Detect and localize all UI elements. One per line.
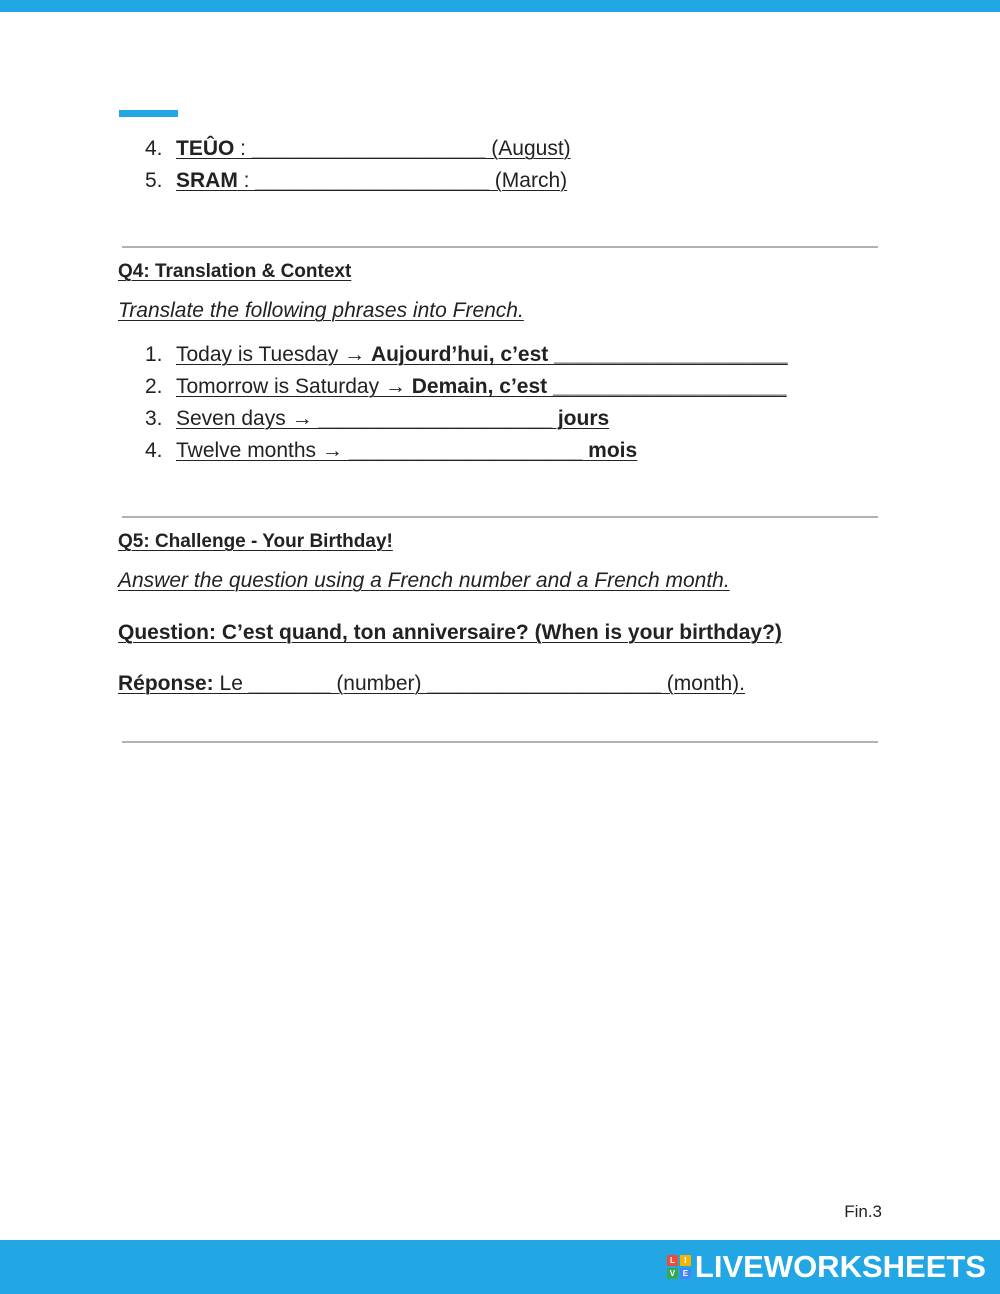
q5-heading: Q5: Challenge - Your Birthday!: [118, 531, 393, 552]
brand-name: LIVEWORKSHEETS: [694, 1249, 986, 1284]
french-text: Demain, c’est: [411, 375, 553, 398]
q5-answer-line: [118, 672, 745, 696]
scrambled-word: TEÛO: [176, 137, 235, 160]
liveworksheets-logo[interactable]: [667, 1250, 986, 1284]
q3-list: [145, 133, 571, 197]
separator: :: [237, 169, 256, 192]
english-prompt: Today is Tuesday →: [176, 343, 371, 366]
french-text: Aujourd’hui, c’est: [370, 343, 555, 366]
section-accent-mark: [119, 110, 178, 117]
item-number: 3.: [145, 407, 163, 430]
number-hint: (number): [330, 672, 428, 695]
divider: [122, 246, 878, 248]
list-item: [145, 371, 788, 403]
logo-tile: I: [680, 1255, 691, 1266]
answer-blank[interactable]: ____________________: [348, 439, 583, 462]
number-blank[interactable]: _______: [248, 672, 331, 695]
hint-text: (August): [485, 137, 571, 160]
english-prompt: Tomorrow is Saturday →: [176, 375, 412, 398]
answer-blank[interactable]: ____________________: [318, 407, 552, 430]
footer-bar: [0, 1240, 1000, 1294]
divider: [122, 516, 878, 518]
month-blank[interactable]: ____________________: [427, 672, 661, 695]
list-item: [145, 165, 571, 197]
list-item: [145, 339, 788, 371]
answer-blank[interactable]: ____________________: [255, 169, 489, 192]
english-prompt: Twelve months →: [176, 439, 349, 462]
q4-list: [145, 339, 788, 467]
item-number: 2.: [145, 375, 163, 398]
french-suffix: mois: [582, 439, 638, 462]
logo-grid-icon: [667, 1255, 691, 1279]
divider: [122, 741, 878, 743]
english-prompt: Seven days →: [176, 407, 319, 430]
q5-question: Question: C’est quand, ton anniversaire? (When is your birthday?): [118, 621, 782, 644]
hint-text: (March): [488, 169, 568, 192]
q5-instruction: Answer the question using a French number and a French month.: [118, 569, 730, 592]
logo-tile: L: [667, 1255, 678, 1266]
list-item: [145, 133, 571, 165]
answer-label: Réponse:: [118, 672, 214, 695]
scrambled-word: SRAM: [176, 169, 238, 192]
item-number: 5.: [145, 169, 163, 192]
item-number: 4.: [145, 439, 163, 462]
month-hint: (month).: [660, 672, 745, 695]
french-suffix: jours: [552, 407, 610, 430]
q4-instruction: Translate the following phrases into French.: [118, 299, 524, 322]
list-item: [145, 435, 788, 467]
item-number: 4.: [145, 137, 163, 160]
page-number: Fin.3: [844, 1202, 882, 1221]
logo-tile: V: [667, 1268, 678, 1279]
q4-heading: Q4: Translation & Context: [118, 261, 352, 282]
separator: :: [234, 137, 252, 160]
answer-blank[interactable]: ____________________: [251, 137, 486, 160]
list-item: [145, 403, 788, 435]
item-number: 1.: [145, 343, 163, 366]
logo-tile: E: [680, 1268, 691, 1279]
answer-blank[interactable]: ____________________: [552, 375, 787, 398]
top-accent-bar: [0, 0, 1000, 12]
answer-blank[interactable]: ____________________: [554, 343, 788, 366]
answer-article: Le: [213, 672, 249, 695]
